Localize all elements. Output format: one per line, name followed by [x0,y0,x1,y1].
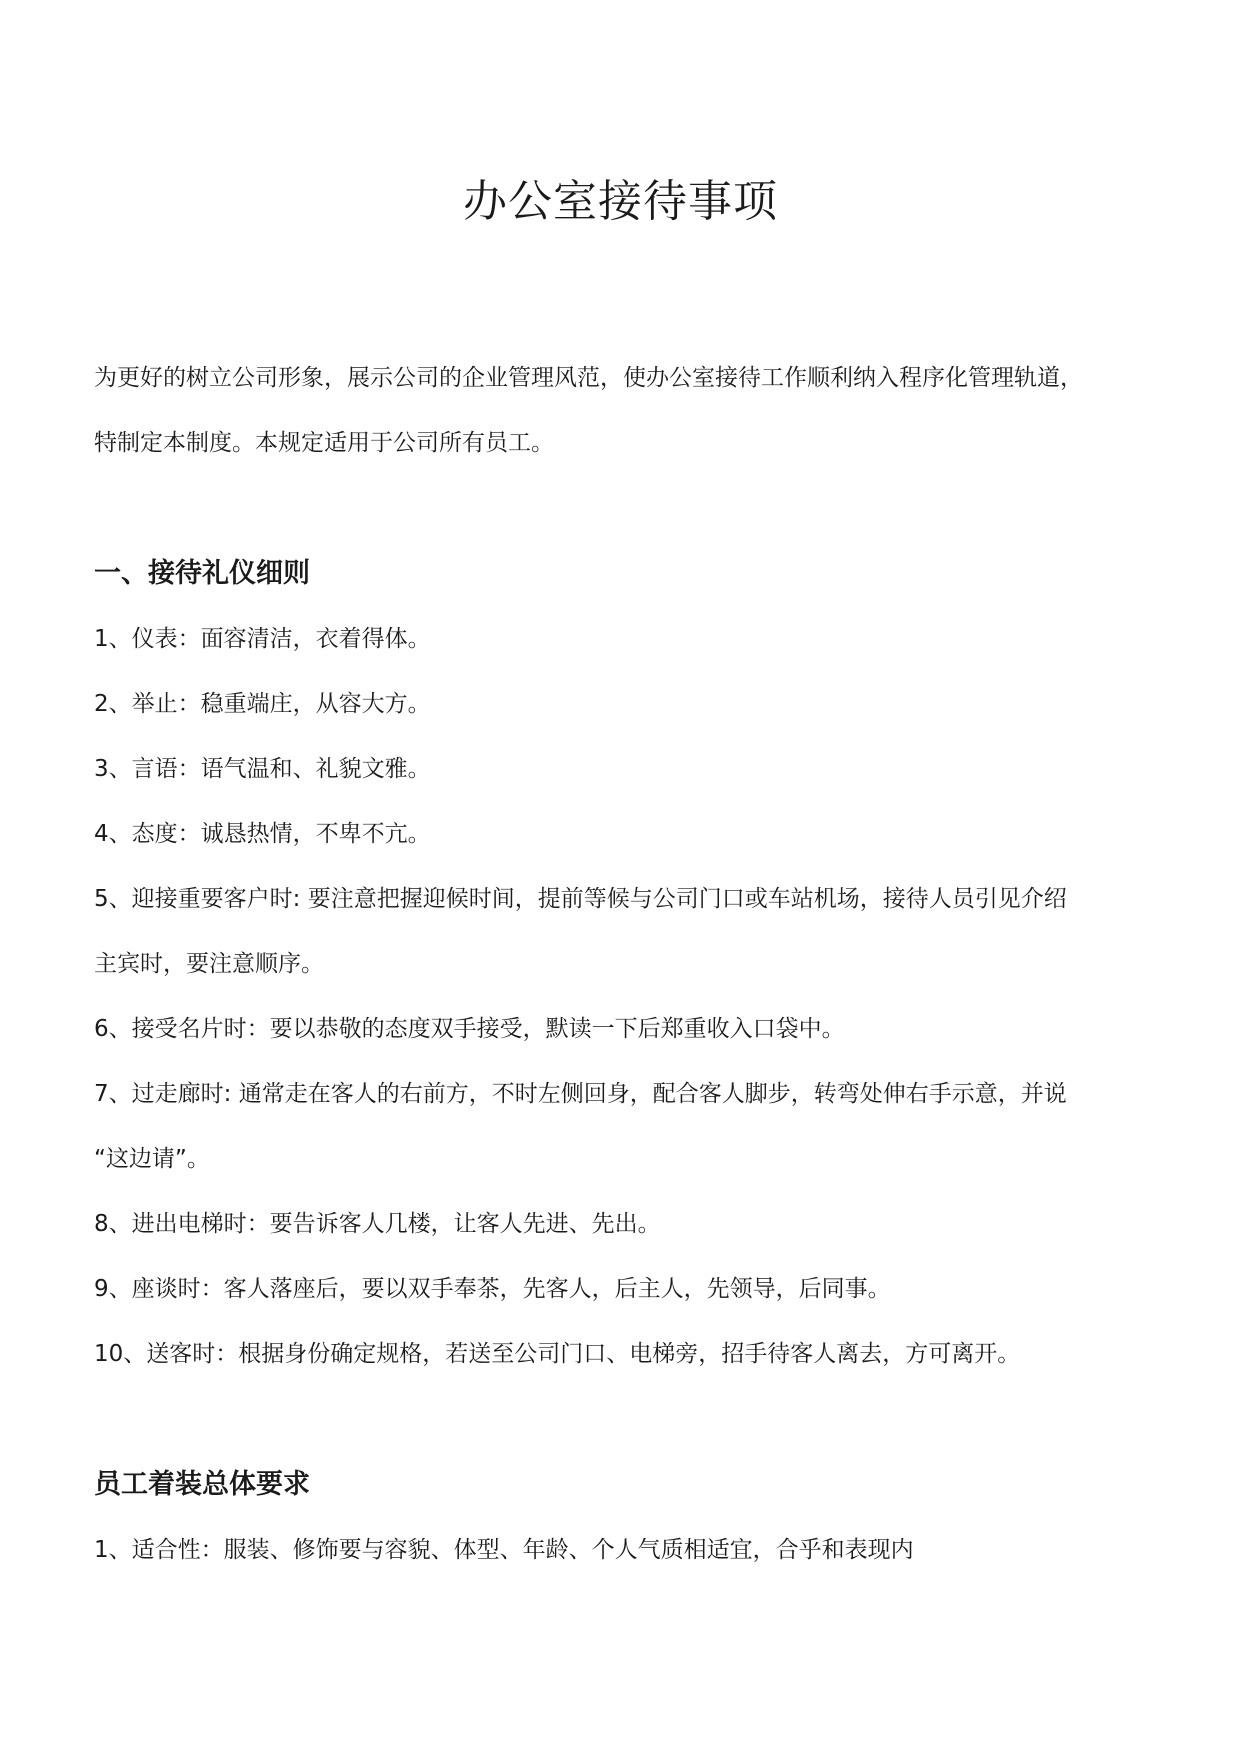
intro-line-2: 特制定本制度。本规定适用于公司所有员工。 [94,430,554,456]
list-item: 10、送客时：根据身份确定规格，若送至公司门口、电梯旁，招手待客人离去，方可离开。 [94,1341,1021,1367]
list-item: 4、态度：诚恳热情，不卑不亢。 [94,821,431,847]
list-item: 1、仪表：面容清洁，衣着得体。 [94,626,431,652]
document-title: 办公室接待事项 [463,176,778,227]
list-item-continuation: “这边请”。 [94,1146,210,1172]
list-item: 8、进出电梯时：要告诉客人几楼，让客人先进、先出。 [94,1211,661,1237]
list-item: 7、过走廊时: 通常走在客人的右前方，不时左侧回身，配合客人脚步，转弯处伸右手示意，并说 [94,1081,1067,1107]
list-item: 3、言语：语气温和、礼貌文雅。 [94,756,431,782]
list-item: 9、座谈时：客人落座后，要以双手奉茶，先客人，后主人，先领导，后同事。 [94,1276,891,1302]
list-item: 1、适合性：服装、修饰要与容貌、体型、年龄、个人气质相适宜，合乎和表现内 [94,1537,914,1563]
section-heading-reception-etiquette: 一、接待礼仪细则 [94,558,310,589]
list-item: 5、迎接重要客户时: 要注意把握迎候时间，提前等候与公司门口或车站机场，接待人员引见介绍 [94,886,1067,912]
list-item-continuation: 主宾时，要注意顺序。 [94,951,324,977]
intro-line-1: 为更好的树立公司形象，展示公司的企业管理风范，使办公室接待工作顺利纳入程序化管理轨道， [94,365,1083,391]
list-item: 2、举止：稳重端庄，从容大方。 [94,691,431,717]
section-heading-dress-code: 员工着装总体要求 [94,1469,310,1500]
list-item: 6、接受名片时：要以恭敬的态度双手接受，默读一下后郑重收入口袋中。 [94,1016,845,1042]
